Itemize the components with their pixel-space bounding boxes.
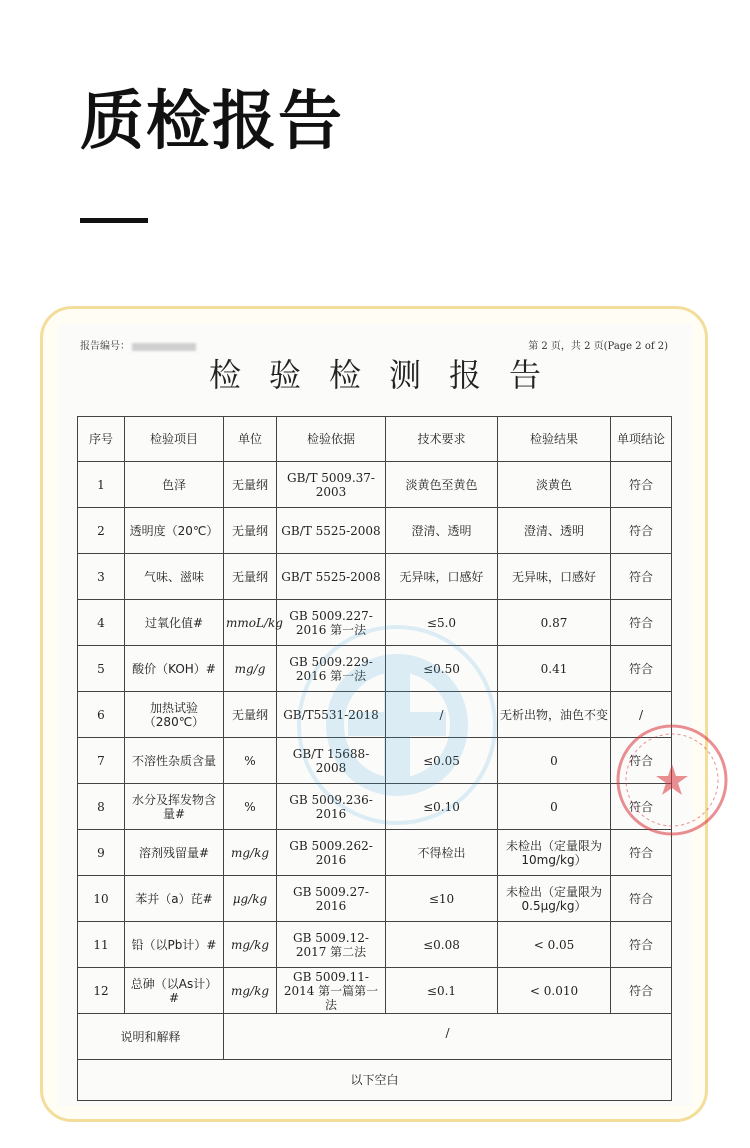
cell-basis: GB/T5531-2018 [277, 692, 386, 738]
cell-result: 0 [498, 784, 611, 830]
cell-result: < 0.05 [498, 922, 611, 968]
cell-unit: mg/kg [224, 968, 277, 1014]
cell-unit: 无量纲 [224, 554, 277, 600]
cell-item: 苯并（a）芘# [125, 876, 224, 922]
table-row [78, 968, 672, 1014]
cell-requirement: 不得检出 [386, 830, 498, 876]
cell-unit: 无量纲 [224, 692, 277, 738]
cell-conclusion: / [611, 692, 672, 738]
cell-basis: GB/T 5009.37-2003 [277, 462, 386, 508]
cell-unit: mg/kg [224, 922, 277, 968]
cell-item: 铅（以Pb计）# [125, 922, 224, 968]
cell-item: 透明度（20℃） [125, 508, 224, 554]
cell-requirement: 澄清、透明 [386, 508, 498, 554]
cell-requirement: / [386, 692, 498, 738]
cell-no: 4 [78, 600, 125, 646]
table-row [78, 784, 672, 830]
table-row [78, 646, 672, 692]
table-row [78, 830, 672, 876]
notes-value: / [224, 1014, 672, 1060]
cell-unit: μg/kg [224, 876, 277, 922]
cell-requirement: 淡黄色至黄色 [386, 462, 498, 508]
cell-unit: mmoL/kg [224, 600, 277, 646]
cell-no: 9 [78, 830, 125, 876]
report-title: 检验检测报告 [208, 356, 569, 394]
cell-basis: GB 5009.12-2017 第二法 [277, 922, 386, 968]
cell-unit: % [224, 784, 277, 830]
cell-no: 6 [78, 692, 125, 738]
table-row [78, 876, 672, 922]
cell-requirement: ≤10 [386, 876, 498, 922]
inspection-table [77, 416, 672, 1101]
cell-result: 0.87 [498, 600, 611, 646]
cell-conclusion: 符合 [611, 968, 672, 1014]
cell-result: 未检出（定量限为10mg/kg） [498, 830, 611, 876]
cell-conclusion: 符合 [611, 508, 672, 554]
table-row [78, 692, 672, 738]
cell-basis: GB 5009.229-2016 第一法 [277, 646, 386, 692]
cell-item: 色泽 [125, 462, 224, 508]
header-unit: 单位 [224, 417, 277, 462]
cell-conclusion: 符合 [611, 462, 672, 508]
cell-item: 加热试验（280℃） [125, 692, 224, 738]
header-basis: 检验依据 [277, 417, 386, 462]
cell-requirement: ≤0.08 [386, 922, 498, 968]
cell-basis: GB 5009.236-2016 [277, 784, 386, 830]
cell-no: 2 [78, 508, 125, 554]
cell-basis: GB 5009.11-2014 第一篇第一法 [277, 968, 386, 1014]
cell-conclusion: 符合 [611, 738, 672, 784]
header-result: 检验结果 [498, 417, 611, 462]
header-conclusion: 单项结论 [611, 417, 672, 462]
cell-unit: 无量纲 [224, 508, 277, 554]
cell-basis: GB/T 5525-2008 [277, 554, 386, 600]
notes-label: 说明和解释 [78, 1014, 224, 1060]
cell-requirement: 无异味，口感好 [386, 554, 498, 600]
report-number: 报告编号： [80, 337, 196, 352]
page-title: 质检报告 [80, 85, 344, 159]
cell-unit: mg/kg [224, 830, 277, 876]
cell-item: 酸价（KOH）# [125, 646, 224, 692]
blank-row [78, 1060, 672, 1101]
table-header-row [78, 417, 672, 462]
cell-requirement: ≤5.0 [386, 600, 498, 646]
cell-no: 3 [78, 554, 125, 600]
header-item: 检验项目 [125, 417, 224, 462]
cell-result: < 0.010 [498, 968, 611, 1014]
cell-no: 8 [78, 784, 125, 830]
table-row [78, 738, 672, 784]
cell-requirement: ≤0.05 [386, 738, 498, 784]
cell-result: 0 [498, 738, 611, 784]
cell-result: 无析出物，油色不变 [498, 692, 611, 738]
cell-item: 不溶性杂质含量 [125, 738, 224, 784]
cell-conclusion: 符合 [611, 830, 672, 876]
header-no: 序号 [78, 417, 125, 462]
cell-no: 7 [78, 738, 125, 784]
cell-result: 无异味，口感好 [498, 554, 611, 600]
notes-row [78, 1014, 672, 1060]
cell-unit: mg/g [224, 646, 277, 692]
cell-result: 0.41 [498, 646, 611, 692]
cell-item: 气味、滋味 [125, 554, 224, 600]
page-info: 第 2 页，共 2 页(Page 2 of 2) [528, 341, 668, 352]
cell-requirement: ≤0.1 [386, 968, 498, 1014]
cell-requirement: ≤0.50 [386, 646, 498, 692]
cell-item: 溶剂残留量# [125, 830, 224, 876]
cell-no: 12 [78, 968, 125, 1014]
cell-basis: GB/T 15688-2008 [277, 738, 386, 784]
cell-conclusion: 符合 [611, 784, 672, 830]
table-row [78, 600, 672, 646]
cell-conclusion: 符合 [611, 646, 672, 692]
cell-basis: GB/T 5525-2008 [277, 508, 386, 554]
table-row [78, 508, 672, 554]
cell-result: 未检出（定量限为0.5μg/kg） [498, 876, 611, 922]
title-underline [80, 218, 148, 223]
cell-basis: GB 5009.27-2016 [277, 876, 386, 922]
table-row [78, 554, 672, 600]
cell-item: 总砷（以As计）# [125, 968, 224, 1014]
cell-conclusion: 符合 [611, 600, 672, 646]
cell-unit: % [224, 738, 277, 784]
cell-no: 11 [78, 922, 125, 968]
table-row [78, 462, 672, 508]
cell-no: 5 [78, 646, 125, 692]
cell-conclusion: 符合 [611, 876, 672, 922]
cell-unit: 无量纲 [224, 462, 277, 508]
cell-conclusion: 符合 [611, 922, 672, 968]
cell-basis: GB 5009.227-2016 第一法 [277, 600, 386, 646]
cell-basis: GB 5009.262-2016 [277, 830, 386, 876]
header-requirement: 技术要求 [386, 417, 498, 462]
table-row [78, 922, 672, 968]
cell-no: 1 [78, 462, 125, 508]
cell-conclusion: 符合 [611, 554, 672, 600]
cell-result: 澄清、透明 [498, 508, 611, 554]
blank-note: 以下空白 [78, 1060, 672, 1101]
cell-requirement: ≤0.10 [386, 784, 498, 830]
cell-result: 淡黄色 [498, 462, 611, 508]
cell-item: 水分及挥发物含量# [125, 784, 224, 830]
cell-no: 10 [78, 876, 125, 922]
cell-item: 过氧化值# [125, 600, 224, 646]
